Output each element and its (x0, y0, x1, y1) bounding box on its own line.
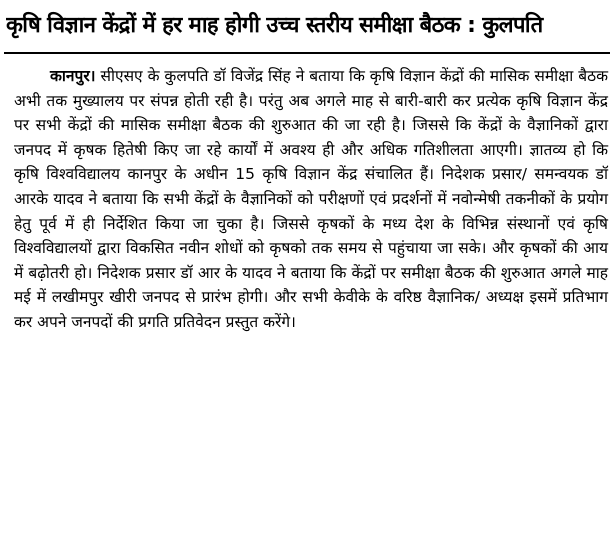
article-body-text: सीएसए के कुलपति डॉ विजेंद्र सिंह ने बताया कि कृषि विज्ञान केंद्रों की मासिक समीक्षा बैठक अभी तक मुख्यालय पर संपन्न होती रही है। परंतु अब अगले माह से बारी-बारी कर प्रत्येक कृषि विज्ञान केंद्र पर सभी केंद्रों की मासिक समीक्षा बैठक की शुरुआत की जा रही है। जिससे कि केंद्रों के वैज्ञानिकों द्वारा जनपद में कृषक हितेषी किए जा रहे कार्यों में अवश्य ही और अधिक गतिशीलता आएगी। ज्ञातव्य हो कि कृषि विश्वविद्यालय कानपुर के अधीन 15 कृषि विज्ञान केंद्र संचालित हैं। निदेशक प्रसार/ समन्वयक डॉ आरके यादव ने बताया कि सभी केंद्रों के वैज्ञानिकों को परीक्षणों एवं प्रदर्शनों में नवोन्मेषी तकनीकों के प्रयोग हेतु पूर्व में ही निर्देशित किया जा चुका है। जिससे कृषकों के मध्य देश के विभिन्न संस्थानों एवं कृषि विश्वविद्यालयों द्वारा विकसित नवीन शोधों को कृषको तक समय से पहुंचाया जा सके। और कृषकों की आय में बढ़ोतरी हो। निदेशक प्रसार डॉ आर के यादव ने बताया कि केंद्रों पर समीक्षा बैठक की शुरुआत अगले माह मई में लखीमपुर खीरी जनपद से प्रारंभ होगी। और सभी केवीके के वरिष्ठ वैज्ञानिक/ अध्यक्ष इसमें प्रतिभाग कर अपने जनपदों की प्रगति प्रतिवेदन प्रस्तुत करेंगे। (14, 67, 608, 331)
headline-divider (4, 52, 610, 54)
headline: कृषि विज्ञान केंद्रों में हर माह होगी उच्च स्तरीय समीक्षा बैठक : कुलपति (6, 13, 543, 38)
article-body (14, 64, 608, 335)
dateline: कानपुर। (50, 67, 96, 85)
